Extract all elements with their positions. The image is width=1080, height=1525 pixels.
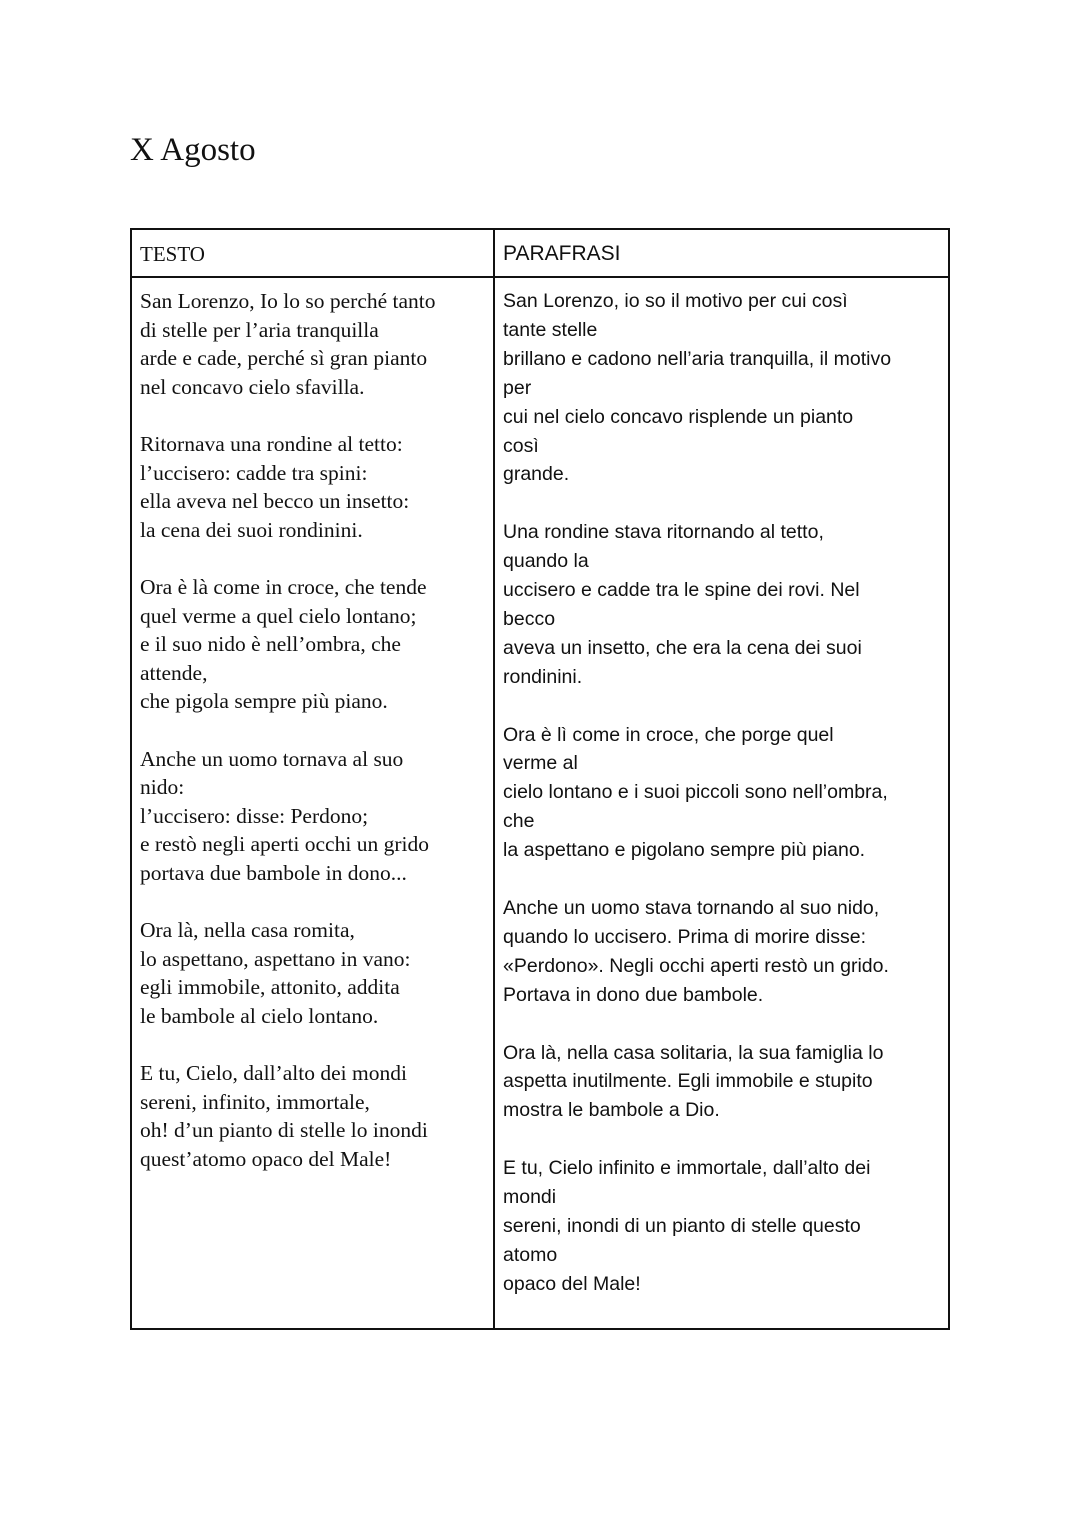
- paraphrase-line: E tu, Cielo infinito e immortale, dall’alto dei: [503, 1157, 871, 1180]
- verse-line: portava due bambole in dono...: [140, 860, 407, 885]
- paraphrase-line: mostra le bambole a Dio.: [503, 1099, 720, 1122]
- table-body-row: [131, 277, 949, 1329]
- paraphrase-line: Portava in dono due bambole.: [503, 983, 764, 1006]
- testo-stanza-4: [140, 745, 485, 888]
- paraphrase-line: Ora è lì come in croce, che porge quel: [503, 723, 834, 746]
- parafrasi-stanza-5: [503, 1039, 940, 1126]
- paraphrase-line: verme al: [503, 752, 578, 775]
- header-testo: TESTO: [131, 229, 494, 277]
- parafrasi-column: [494, 277, 949, 1329]
- testo-stanza-2: [140, 430, 485, 544]
- verse-line: le bambole al cielo lontano.: [140, 1003, 379, 1028]
- paraphrase-line: tante stelle: [503, 318, 598, 341]
- verse-line: sereni, infinito, immortale,: [140, 1089, 370, 1114]
- verse-line: E tu, Cielo, dall’alto dei mondi: [140, 1061, 407, 1086]
- paraphrase-line: aveva un insetto, che era la cena dei suoi: [503, 636, 862, 659]
- parafrasi-stanza-4: [503, 894, 940, 1010]
- paraphrase-line: sereni, inondi di un pianto di stelle questo: [503, 1214, 861, 1237]
- paraphrase-line: la aspettano e pigolano sempre più piano.: [503, 839, 866, 862]
- paraphrase-line: Ora là, nella casa solitaria, la sua famiglia lo: [503, 1041, 884, 1064]
- table-header-row: [131, 229, 949, 277]
- paraphrase-line: «Perdono». Negli occhi aperti restò un grido.: [503, 954, 889, 977]
- paraphrase-line: opaco del Male!: [503, 1272, 641, 1295]
- paraphrase-line: quando lo uccisero. Prima di morire disse:: [503, 925, 867, 948]
- paraphrase-line: brillano e cadono nell’aria tranquilla, il motivo: [503, 347, 892, 370]
- parafrasi-stanza-3: [503, 721, 940, 866]
- paraphrase-line: Anche un uomo stava tornando al suo nido,: [503, 896, 880, 919]
- verse-line: Ritornava una rondine al tetto:: [140, 431, 403, 456]
- verse-line: di stelle per l’aria tranquilla: [140, 317, 379, 342]
- verse-line: quest’atomo opaco del Male!: [140, 1146, 392, 1171]
- verse-line: lo aspettano, aspettano in vano:: [140, 946, 411, 971]
- verse-line: nido:: [140, 775, 185, 800]
- parafrasi-stanza-2: [503, 518, 940, 691]
- paraphrase-line: becco: [503, 607, 556, 630]
- verse-line: San Lorenzo, Io lo so perché tanto: [140, 289, 436, 313]
- paraphrase-line: aspetta inutilmente. Egli immobile e stupito: [503, 1070, 873, 1093]
- verse-line: Ora là, nella casa romita,: [140, 918, 355, 943]
- verse-line: ella aveva nel becco un insetto:: [140, 489, 410, 514]
- paraphrase-line: per: [503, 376, 532, 399]
- paraphrase-line: uccisero e cadde tra le spine dei rovi. Nel: [503, 579, 860, 602]
- poem-paraphrase-table: [130, 228, 950, 1330]
- verse-line: arde e cade, perché sì gran pianto: [140, 346, 428, 371]
- paraphrase-line: San Lorenzo, io so il motivo per cui così: [503, 290, 848, 312]
- verse-line: quel verme a quel cielo lontano;: [140, 603, 417, 628]
- testo-stanza-3: [140, 573, 485, 716]
- verse-line: che pigola sempre più piano.: [140, 689, 388, 714]
- paraphrase-line: cui nel cielo concavo risplende un pianto: [503, 405, 854, 428]
- verse-line: attende,: [140, 660, 208, 685]
- testo-stanza-5: [140, 916, 485, 1030]
- verse-line: nel concavo cielo sfavilla.: [140, 374, 365, 399]
- paraphrase-line: mondi: [503, 1186, 557, 1209]
- paraphrase-line: così: [503, 434, 539, 457]
- paraphrase-line: grande.: [503, 463, 570, 486]
- verse-line: l’uccisero: cadde tra spini:: [140, 460, 368, 485]
- document-title: X Agosto: [130, 132, 256, 168]
- testo-stanza-1: [140, 287, 485, 401]
- verse-line: l’uccisero: disse: Perdono;: [140, 803, 369, 828]
- paraphrase-line: cielo lontano e i suoi piccoli sono nell’ombra,: [503, 781, 888, 804]
- paraphrase-line: atomo: [503, 1243, 558, 1266]
- paraphrase-line: che: [503, 810, 535, 833]
- paraphrase-line: quando la: [503, 550, 589, 573]
- verse-line: egli immobile, attonito, addita: [140, 975, 400, 1000]
- header-parafrasi: PARAFRASI: [494, 229, 949, 277]
- testo-stanza-6: [140, 1059, 485, 1173]
- verse-line: Ora è là come in croce, che tende: [140, 574, 427, 599]
- verse-line: la cena dei suoi rondinini.: [140, 517, 363, 542]
- verse-line: oh! d’un pianto di stelle lo inondi: [140, 1118, 428, 1143]
- parafrasi-stanza-6: [503, 1154, 940, 1299]
- paraphrase-line: Una rondine stava ritornando al tetto,: [503, 521, 824, 544]
- verse-line: Anche un uomo tornava al suo: [140, 746, 404, 771]
- testo-column: [131, 277, 494, 1329]
- parafrasi-stanza-1: [503, 287, 940, 489]
- verse-line: e restò negli aperti occhi un grido: [140, 832, 429, 857]
- verse-line: e il suo nido è nell’ombra, che: [140, 632, 401, 657]
- paraphrase-line: rondinini.: [503, 665, 583, 688]
